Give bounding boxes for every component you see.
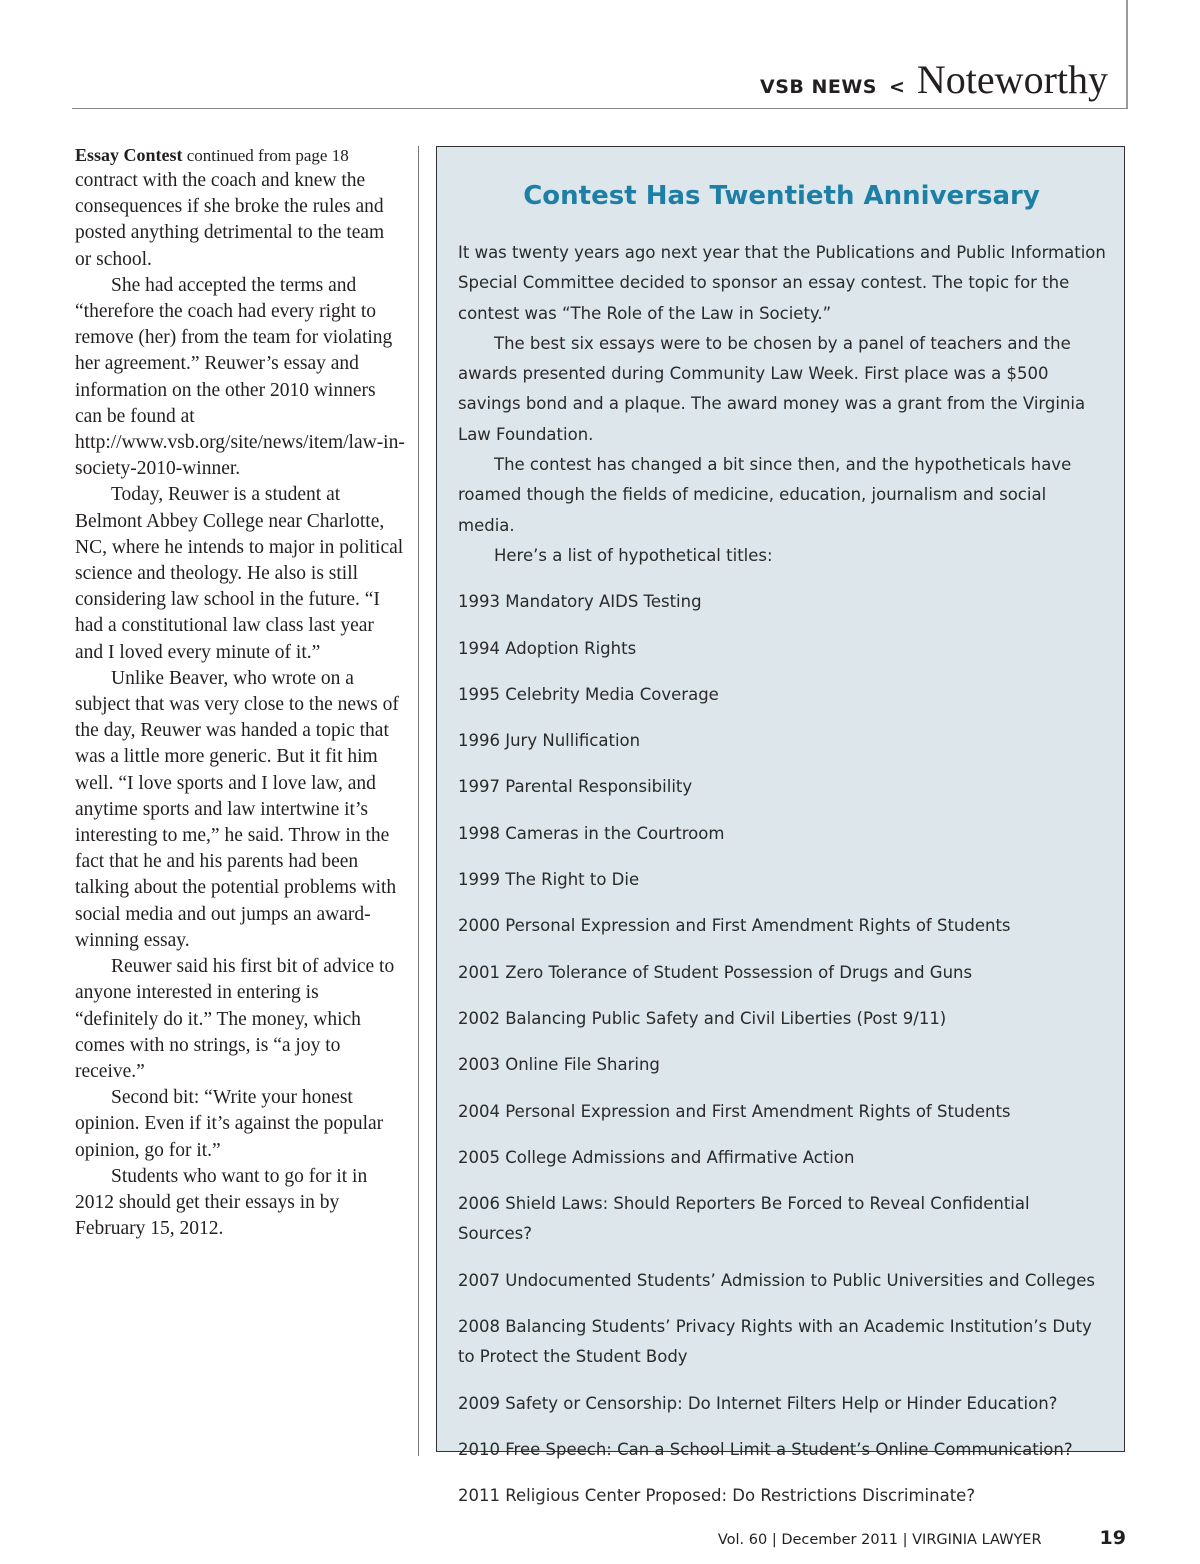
sidebar-title: Contest Has Twentieth Anniversary (523, 181, 1040, 211)
list-item: 2003 Online File Sharing (458, 1055, 660, 1075)
sidebar-paragraph: Here’s a list of hypothetical titles: (494, 545, 773, 565)
sidebar-paragraph: The contest has changed a bit since then, and the hypotheticals have roamed though the fields of medicine, education, journalism and social media. (458, 455, 1072, 535)
list-item: 1994 Adoption Rights (458, 638, 637, 658)
body-paragraph: Reuwer said his first bit of advice to anyone interested in entering is “definitely do it.” The money, which comes with no strings, is “a joy to receive.” (75, 956, 395, 1082)
list-item: 2000 Personal Expression and First Amendment Rights of Students (458, 916, 1011, 936)
list-item: 2007 Undocumented Students’ Admission to Public Universities and Colleges (458, 1270, 1096, 1290)
continued-kicker: Essay Contest (75, 145, 183, 165)
anniversary-sidebar (436, 146, 1125, 1506)
sidebar-paragraph: It was twenty years ago next year that the Publications and Public Information Special Committee decided to sponsor an essay contest. The topic for the contest was “The Role of the Law in Society.” (458, 243, 1106, 323)
body-paragraph: Unlike Beaver, who wrote on a subject that was very close to the news of the day, Reuwer was handed a topic that was a little more generic. But it fit him well. “I love sports and I love law, and anytime sports and law intertwine it’s interesting to me,” he said. Throw in the fact that he and his parents had been talking about the potential problems with social media and out jumps an award-winning essay. (75, 667, 399, 951)
header-title: Noteworthy (916, 57, 1108, 102)
body-paragraph: Today, Reuwer is a student at Belmont Abbey College near Charlotte, NC, where he intends to major in political science and theology. He also is still considering law school in the future. “I had a constitutional law class last year and I loved every minute of it.” (75, 484, 404, 663)
list-item: 2008 Balancing Students’ Privacy Rights with an Academic Institution’s Duty to Protect the Student Body (458, 1317, 1092, 1367)
continued-line (75, 143, 405, 168)
page-footer (0, 1527, 1126, 1549)
list-item: 2006 Shield Laws: Should Reporters Be Forced to Reveal Confidential Sources? (458, 1194, 1030, 1244)
list-item: 2004 Personal Expression and First Amendment Rights of Students (458, 1101, 1011, 1121)
essay-contest-continuation (75, 143, 405, 1242)
body-paragraph: Second bit: “Write your honest opinion. Even if it’s against the popular opinion, go for it.” (75, 1087, 384, 1161)
list-item: 1999 The Right to Die (458, 870, 640, 890)
list-item: 2001 Zero Tolerance of Student Possession of Drugs and Guns (458, 962, 973, 982)
list-item: 2009 Safety or Censorship: Do Internet Filters Help or Hinder Education? (458, 1393, 1058, 1413)
column-divider (418, 146, 419, 1456)
list-item: 1993 Mandatory AIDS Testing (458, 592, 702, 612)
header-rule (72, 108, 1128, 109)
body-paragraph: She had accepted the terms and “therefore the coach had every right to remove (her) from the team for violating her agreement.” Reuwer’s essay and information on the other 2010 winners can be found at http://www.vsb.org/site/news/item/law-in-society-2010-winner. (75, 274, 405, 480)
header-separator: < (889, 76, 905, 98)
header-section-label: VSB NEWS (759, 76, 877, 98)
list-item: 1998 Cameras in the Courtroom (458, 823, 725, 843)
sidebar-body (458, 238, 1108, 1528)
list-item: 1996 Jury Nullification (458, 731, 641, 751)
sidebar-paragraph: The best six essays were to be chosen by a panel of teachers and the awards presented during Community Law Week. First place was a $500 savings bond and a plaque. The award money was a grant from the Virginia Law Foundation. (458, 333, 1086, 444)
list-item: 1995 Celebrity Media Coverage (458, 684, 719, 704)
list-item: 2005 College Admissions and Affirmative Action (458, 1147, 855, 1167)
page-header (0, 56, 1108, 104)
body-paragraph: contract with the coach and knew the consequences if she broke the rules and posted anything detrimental to the team or school. (75, 170, 385, 270)
body-paragraph: Students who want to go for it in 2012 should get their essays in by February 15, 2012. (75, 1165, 368, 1240)
list-item: 2011 Religious Center Proposed: Do Restrictions Discriminate? (458, 1486, 976, 1506)
list-item: 2010 Free Speech: Can a School Limit a Student’s Online Communication? (458, 1439, 1073, 1459)
list-item: 1997 Parental Responsibility (458, 777, 693, 797)
page-number: 19 (1099, 1527, 1126, 1549)
hypothetical-titles-list (458, 587, 1108, 1511)
issue-info: Vol. 60 | December 2011 | VIRGINIA LAWYER (717, 1532, 1042, 1548)
list-item: 2002 Balancing Public Safety and Civil Liberties (Post 9/11) (458, 1008, 947, 1028)
continued-note: continued from page 18 (182, 146, 349, 165)
page-edge-rule (1126, 0, 1128, 108)
